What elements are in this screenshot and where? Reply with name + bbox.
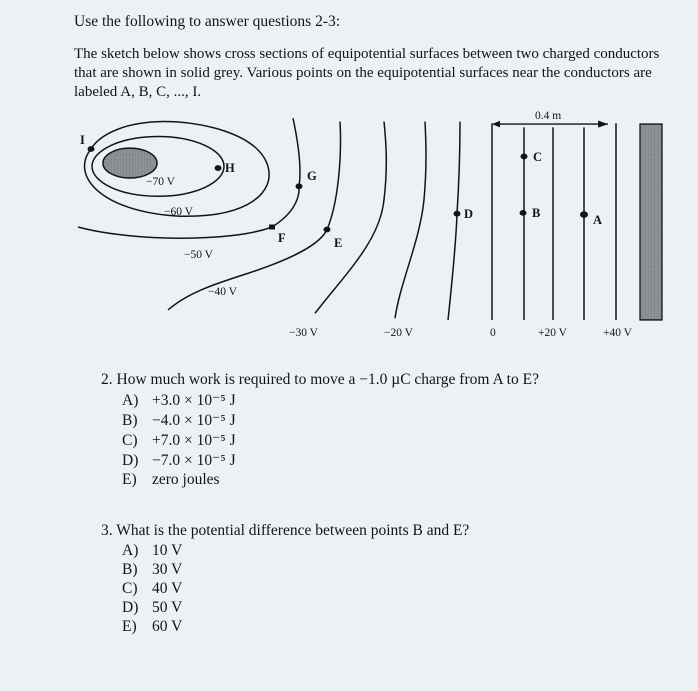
point-c-label: C — [533, 150, 543, 164]
point-a-marker — [580, 211, 588, 218]
option-letter: A) — [122, 542, 139, 559]
option-text: 10 V — [152, 542, 183, 559]
equipotential-minus-10 — [448, 122, 460, 320]
label-plus-40v: +40 V — [603, 327, 632, 339]
point-b-label: B — [532, 206, 541, 220]
option-text: 40 V — [152, 580, 183, 597]
option-text: 50 V — [152, 599, 183, 616]
point-g-marker — [296, 183, 303, 189]
answer-option[interactable] — [122, 471, 220, 489]
option-text: +3.0 × 10⁻⁵ J — [152, 392, 236, 409]
point-f-label: F — [278, 231, 286, 245]
label-minus-20v: −20 V — [384, 327, 413, 339]
point-b-marker — [520, 210, 527, 216]
option-text: −4.0 × 10⁻⁵ J — [152, 412, 236, 429]
label-plus-20v: +20 V — [538, 327, 567, 339]
question-text: What is the potential difference between points B and E? — [116, 522, 470, 539]
description-line-3: labeled A, B, C, ..., I. — [74, 84, 202, 100]
question-text: How much work is required to move a −1.0 µC charge from A to E? — [116, 371, 539, 388]
label-minus-60v: −60 V — [164, 206, 193, 218]
intro-heading: Use the following to answer questions 2-3: — [74, 13, 341, 30]
option-text: 30 V — [152, 561, 183, 578]
option-letter: C) — [122, 432, 138, 449]
point-d-marker — [454, 211, 461, 217]
answer-option[interactable] — [122, 411, 236, 430]
option-text: 60 V — [152, 618, 183, 635]
answer-option[interactable] — [122, 431, 236, 450]
point-h-label: H — [225, 161, 235, 175]
answer-option[interactable] — [122, 618, 182, 636]
option-letter: B) — [122, 412, 138, 429]
label-minus-50v: −50 V — [184, 249, 213, 261]
point-i-marker — [88, 146, 95, 152]
point-d-label: D — [464, 207, 474, 221]
equipotential-minus-20 — [395, 122, 426, 319]
answer-option[interactable] — [122, 542, 182, 560]
description-line-1: The sketch below shows cross sections of equipotential surfaces between two charged conductors — [74, 46, 660, 62]
point-i-label: I — [80, 133, 85, 147]
scale-label: 0.4 m — [535, 110, 562, 122]
option-letter: A) — [122, 392, 139, 409]
answer-option[interactable] — [122, 391, 236, 410]
question-number: 3. — [101, 522, 113, 539]
point-e-label: E — [334, 236, 343, 250]
question-number: 2. — [101, 371, 113, 388]
option-letter: E) — [122, 471, 137, 488]
point-a-label: A — [593, 213, 603, 227]
point-f-marker — [269, 225, 275, 230]
point-h-marker — [215, 165, 222, 171]
equipotential-minus-50 — [78, 118, 300, 238]
label-0v: 0 — [490, 327, 496, 339]
option-letter: C) — [122, 580, 138, 597]
option-letter: E) — [122, 618, 137, 635]
answer-option[interactable] — [122, 599, 182, 617]
option-letter: B) — [122, 561, 138, 578]
label-minus-40v: −40 V — [208, 286, 237, 298]
answer-option[interactable] — [122, 451, 236, 470]
conductor-right — [640, 124, 662, 320]
option-text: zero joules — [152, 471, 220, 488]
option-letter: D) — [122, 599, 139, 616]
equipotential-minus-30 — [315, 122, 386, 314]
option-text: +7.0 × 10⁻⁵ J — [152, 432, 236, 449]
point-c-marker — [521, 154, 528, 160]
option-text: −7.0 × 10⁻⁵ J — [152, 452, 236, 469]
answer-option[interactable] — [122, 561, 182, 579]
point-e-marker — [324, 227, 331, 233]
label-minus-70v: −70 V — [146, 176, 175, 188]
conductor-left — [103, 148, 157, 178]
label-minus-30v: −30 V — [289, 327, 318, 339]
point-g-label: G — [307, 169, 317, 183]
description-line-2: that are shown in solid grey. Various points on the equipotential surfaces near the conductors are — [74, 65, 652, 81]
option-letter: D) — [122, 452, 139, 469]
answer-option[interactable] — [122, 580, 182, 598]
